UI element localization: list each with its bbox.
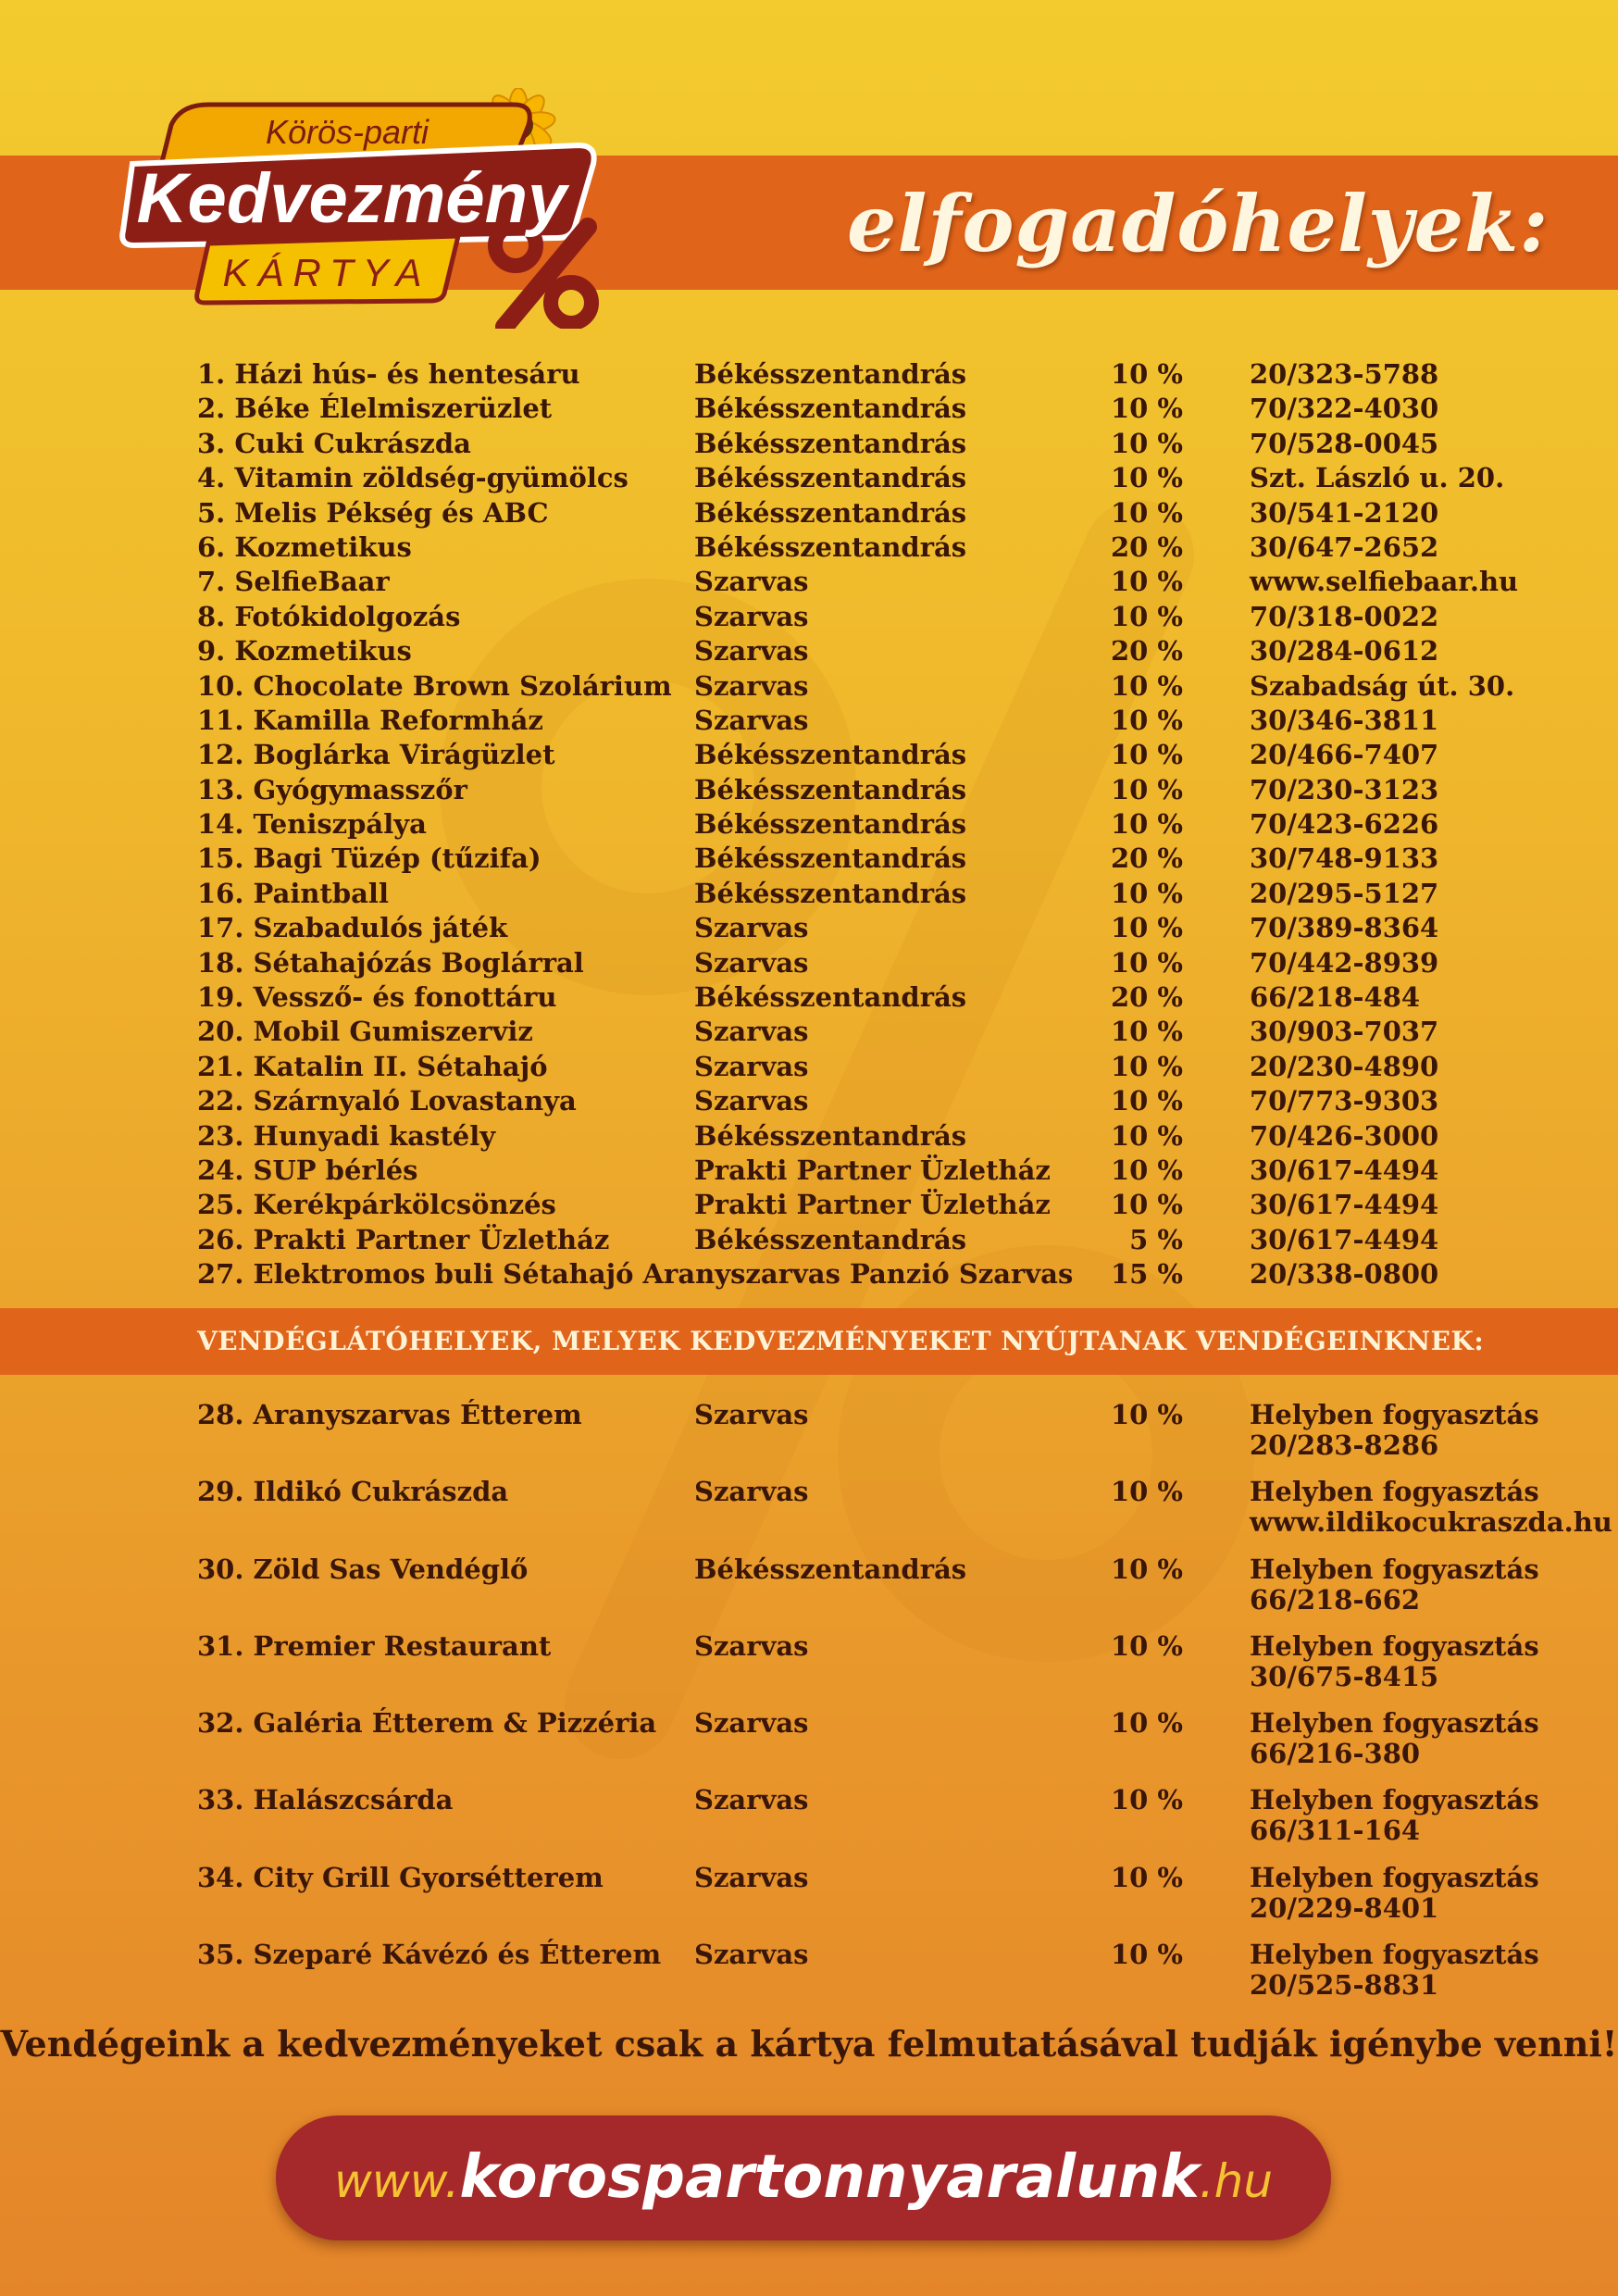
list-item (197, 773, 1567, 807)
restaurant-service: Helyben fogyasztás (1250, 1399, 1539, 1430)
partner-name: 10. Chocolate Brown Szolárium (197, 669, 672, 702)
restaurant-city: Szarvas (694, 1939, 809, 1971)
restaurant-city: Szarvas (694, 1629, 809, 1662)
partner-contact: 70/322-4030 (1250, 393, 1439, 425)
list-item (197, 1400, 1586, 1477)
partner-discount: 10 % (1110, 496, 1183, 529)
list-item (197, 1084, 1567, 1118)
partner-contact: 70/442-8939 (1250, 946, 1439, 979)
list-item (197, 911, 1567, 945)
partner-name: 6. Kozmetikus (197, 530, 412, 563)
restaurant-city: Békésszentandrás (694, 1553, 967, 1585)
partner-contact: 70/528-0045 (1250, 427, 1439, 459)
logo-line3: KÁRTYA (222, 251, 431, 294)
restaurant-service: Helyben fogyasztás (1250, 1861, 1539, 1893)
list-item (197, 565, 1567, 599)
partner-name: 14. Teniszpálya (197, 808, 427, 841)
restaurant-service: Helyben fogyasztás (1250, 1629, 1539, 1662)
partner-contact: 70/389-8364 (1250, 912, 1439, 944)
restaurant-contact: 20/229-8401 (1250, 1891, 1439, 1924)
restaurant-city: Szarvas (694, 1476, 809, 1508)
partner-contact: 30/617-4494 (1250, 1189, 1439, 1221)
partner-discount: 10 % (1110, 566, 1183, 598)
partner-discount: 20 % (1110, 635, 1183, 668)
partner-name: 21. Katalin II. Sétahajó (197, 1050, 548, 1082)
list-item (197, 1863, 1586, 1940)
list-item (197, 461, 1567, 495)
url-suffix: .hu (1199, 2154, 1274, 2208)
partner-discount: 10 % (1110, 1189, 1183, 1221)
list-item (197, 357, 1567, 392)
partner-contact: 30/541-2120 (1250, 496, 1439, 529)
partner-name: 22. Szárnyaló Lovastanya (197, 1085, 577, 1117)
list-item (197, 427, 1567, 461)
partner-name: 2. Béke Élelmiszerüzlet (197, 393, 553, 425)
partner-city: Békésszentandrás (694, 877, 967, 909)
restaurant-service: Helyben fogyasztás (1250, 1553, 1539, 1585)
list-item (197, 1476, 1612, 1554)
partner-city: Szarvas (694, 704, 809, 736)
partner-name: 5. Melis Pékség és ABC (197, 496, 549, 529)
partner-discount: 10 % (1110, 1119, 1183, 1152)
restaurant-name: 30. Zöld Sas Vendéglő (197, 1553, 529, 1585)
partner-city: Szarvas (694, 600, 809, 632)
partner-contact: 70/426-3000 (1250, 1119, 1439, 1152)
list-item (197, 1119, 1567, 1154)
partner-city: Prakti Partner Üzletház (694, 1154, 1051, 1186)
restaurant-discount: 10 % (1110, 1939, 1183, 1971)
partner-discount: 5 % (1129, 1223, 1183, 1255)
restaurant-discount: 10 % (1110, 1784, 1183, 1816)
partner-contact: www.selfiebaar.hu (1250, 566, 1519, 598)
partner-discount: 20 % (1110, 530, 1183, 563)
partner-contact: Szt. László u. 20. (1250, 462, 1505, 494)
partner-city: Békésszentandrás (694, 842, 967, 875)
restaurant-list (197, 1399, 1612, 2016)
restaurant-discount: 10 % (1110, 1399, 1183, 1430)
list-item (197, 496, 1567, 530)
list-item (197, 392, 1567, 426)
partner-city: Békésszentandrás (694, 1223, 967, 1255)
partner-name: 19. Vessző- és fonottáru (197, 981, 557, 1014)
restaurant-name: 28. Aranyszarvas Étterem (197, 1399, 582, 1430)
partner-contact: 66/218-484 (1250, 981, 1421, 1014)
partner-name: 26. Prakti Partner Üzletház (197, 1223, 610, 1255)
list-item (197, 946, 1567, 980)
partner-name: 1. Házi hús- és hentesáru (197, 358, 580, 390)
list-item (197, 980, 1567, 1015)
list-item (197, 738, 1567, 772)
partner-contact: 70/318-0022 (1250, 600, 1439, 632)
restaurant-discount: 10 % (1110, 1476, 1183, 1508)
list-item (197, 669, 1567, 704)
partner-discount: 10 % (1110, 877, 1183, 909)
partner-contact: 20/338-0800 (1250, 1258, 1439, 1291)
restaurant-name: 35. Szeparé Kávézó és Étterem (197, 1939, 662, 1971)
restaurant-name: 34. City Grill Gyorsétterem (197, 1861, 604, 1893)
partner-city: Békésszentandrás (694, 739, 967, 771)
list-item (197, 1223, 1567, 1257)
partner-name: 11. Kamilla Reformház (197, 704, 543, 736)
partner-city: Szarvas (694, 946, 809, 979)
partner-city: Békésszentandrás (694, 427, 967, 459)
partner-contact: 30/903-7037 (1250, 1016, 1439, 1048)
partner-name: 25. Kerékpárkölcsönzés (197, 1189, 556, 1221)
partner-city: Békésszentandrás (694, 1119, 967, 1152)
partner-name: 15. Bagi Tüzép (tűzifa) (197, 842, 541, 875)
partner-discount: 10 % (1110, 704, 1183, 736)
partner-city: Szarvas (694, 1016, 809, 1048)
partner-name: 23. Hunyadi kastély (197, 1119, 496, 1152)
list-item (197, 530, 1567, 565)
partner-name: 20. Mobil Gumiszerviz (197, 1016, 533, 1048)
list-item (197, 807, 1567, 842)
partner-contact: 30/617-4494 (1250, 1154, 1439, 1186)
list-item (197, 704, 1567, 738)
restaurant-contact: 66/218-662 (1250, 1583, 1421, 1616)
partner-discount: 10 % (1110, 669, 1183, 702)
partner-contact: 70/230-3123 (1250, 773, 1439, 805)
restaurant-service: Helyben fogyasztás (1250, 1707, 1539, 1740)
restaurant-name: 33. Halászcsárda (197, 1784, 454, 1816)
restaurant-name: 31. Premier Restaurant (197, 1629, 552, 1662)
list-item (197, 1015, 1567, 1049)
list-item (197, 1708, 1586, 1785)
restaurant-city: Szarvas (694, 1861, 809, 1893)
list-item (197, 1188, 1567, 1222)
list-item (197, 842, 1567, 876)
partner-discount: 20 % (1110, 981, 1183, 1014)
partner-name: 7. SelfieBaar (197, 566, 390, 598)
list-item (197, 1050, 1567, 1084)
page-title: elfogadóhelyek: (847, 178, 1550, 269)
partner-name: 16. Paintball (197, 877, 389, 909)
partner-contact: 30/647-2652 (1250, 530, 1439, 563)
partner-contact: 20/466-7407 (1250, 739, 1439, 771)
partner-city: Békésszentandrás (694, 393, 967, 425)
partner-city: Békésszentandrás (694, 496, 967, 529)
restaurant-city: Szarvas (694, 1784, 809, 1816)
partner-city: Szarvas (694, 912, 809, 944)
restaurant-discount: 10 % (1110, 1707, 1183, 1740)
partner-discount: 20 % (1110, 842, 1183, 875)
partner-discount: 10 % (1110, 1050, 1183, 1082)
partner-name: 13. Gyógymasszőr (197, 773, 467, 805)
restaurant-contact: 20/525-8831 (1250, 1969, 1439, 2002)
partner-city: Békésszentandrás (694, 358, 967, 390)
partner-contact: 70/423-6226 (1250, 808, 1439, 841)
partner-city: Békésszentandrás (694, 462, 967, 494)
restaurant-contact: 30/675-8415 (1250, 1660, 1439, 1692)
restaurant-service: Helyben fogyasztás (1250, 1476, 1539, 1508)
restaurant-name: 29. Ildikó Cukrászda (197, 1476, 509, 1508)
restaurant-contact: 66/311-164 (1250, 1815, 1421, 1847)
partner-discount: 10 % (1110, 773, 1183, 805)
partner-name: 27. Elektromos buli Sétahajó Aranyszarvas Panzió Szarvas (197, 1258, 1074, 1291)
partner-contact: 30/617-4494 (1250, 1223, 1439, 1255)
restaurant-city: Szarvas (694, 1707, 809, 1740)
partner-discount: 10 % (1110, 462, 1183, 494)
brand-logo (116, 88, 616, 329)
logo-line1: Körös-parti (265, 113, 429, 151)
list-item (197, 634, 1567, 668)
list-item (197, 877, 1567, 911)
list-item (197, 1154, 1567, 1188)
restaurant-city: Szarvas (694, 1399, 809, 1430)
partner-contact: 20/230-4890 (1250, 1050, 1439, 1082)
section-band (0, 1308, 1618, 1375)
restaurant-service: Helyben fogyasztás (1250, 1939, 1539, 1971)
list-item (197, 1785, 1586, 1862)
url-prefix: www. (333, 2154, 460, 2208)
restaurant-discount: 10 % (1110, 1629, 1183, 1662)
partner-city: Szarvas (694, 566, 809, 598)
partner-city: Békésszentandrás (694, 530, 967, 563)
partner-discount: 10 % (1110, 808, 1183, 841)
partner-name: 17. Szabadulós játék (197, 912, 508, 944)
restaurant-contact: 66/216-380 (1250, 1738, 1421, 1770)
list-item (197, 1631, 1586, 1708)
partner-discount: 10 % (1110, 358, 1183, 390)
partner-discount: 10 % (1110, 600, 1183, 632)
card-notice: Vendégeink a kedvezményeket csak a kártya felmutatásával tudják igénybe venni! (0, 2023, 1618, 2065)
list-item (197, 600, 1567, 634)
logo-line2: Kedvezmény (136, 159, 567, 238)
partner-city: Prakti Partner Üzletház (694, 1189, 1051, 1221)
partner-discount: 10 % (1110, 739, 1183, 771)
partner-discount: 10 % (1110, 1154, 1183, 1186)
partner-name: 9. Kozmetikus (197, 635, 412, 668)
partner-name: 3. Cuki Cukrászda (197, 427, 471, 459)
partner-name: 24. SUP bérlés (197, 1154, 418, 1186)
partner-discount: 10 % (1110, 946, 1183, 979)
partner-city: Békésszentandrás (694, 773, 967, 805)
partner-contact: Szabadság út. 30. (1250, 669, 1515, 702)
partner-city: Békésszentandrás (694, 981, 967, 1014)
partner-name: 12. Boglárka Virágüzlet (197, 739, 555, 771)
restaurant-contact: www.ildikocukraszda.hu (1250, 1506, 1612, 1539)
partner-discount: 10 % (1110, 427, 1183, 459)
website-link[interactable] (276, 2115, 1331, 2240)
url-domain: korospartonnyaralunk (459, 2143, 1200, 2212)
partner-contact: 20/323-5788 (1250, 358, 1439, 390)
partner-discount: 10 % (1110, 1085, 1183, 1117)
partner-contact: 30/748-9133 (1250, 842, 1439, 875)
partner-city: Szarvas (694, 1085, 809, 1117)
section-title: VENDÉGLÁTÓHELYEK, MELYEK KEDVEZMÉNYEKET NYÚJTANAK VENDÉGEINKNEK: (197, 1326, 1485, 1356)
partner-discount: 10 % (1110, 1016, 1183, 1048)
partner-contact: 30/346-3811 (1250, 704, 1439, 736)
partner-discount: 10 % (1110, 912, 1183, 944)
partner-city: Szarvas (694, 1050, 809, 1082)
restaurant-name: 32. Galéria Étterem & Pizzéria (197, 1707, 657, 1740)
restaurant-discount: 10 % (1110, 1553, 1183, 1585)
partner-discount: 10 % (1110, 393, 1183, 425)
restaurant-service: Helyben fogyasztás (1250, 1784, 1539, 1816)
list-item (197, 1940, 1586, 2016)
partner-contact: 20/295-5127 (1250, 877, 1439, 909)
restaurant-discount: 10 % (1110, 1861, 1183, 1893)
partner-city: Békésszentandrás (694, 808, 967, 841)
partner-contact: 30/284-0612 (1250, 635, 1439, 668)
partner-contact: 70/773-9303 (1250, 1085, 1439, 1117)
partner-city: Szarvas (694, 669, 809, 702)
partner-list (197, 357, 1567, 1292)
partner-city: Szarvas (694, 635, 809, 668)
partner-discount: 15 % (1110, 1258, 1183, 1291)
partner-name: 8. Fotókidolgozás (197, 600, 461, 632)
partner-name: 18. Sétahajózás Boglárral (197, 946, 584, 979)
list-item (197, 1257, 1567, 1292)
restaurant-contact: 20/283-8286 (1250, 1429, 1439, 1461)
list-item (197, 1554, 1586, 1631)
partner-name: 4. Vitamin zöldség-gyümölcs (197, 462, 629, 494)
